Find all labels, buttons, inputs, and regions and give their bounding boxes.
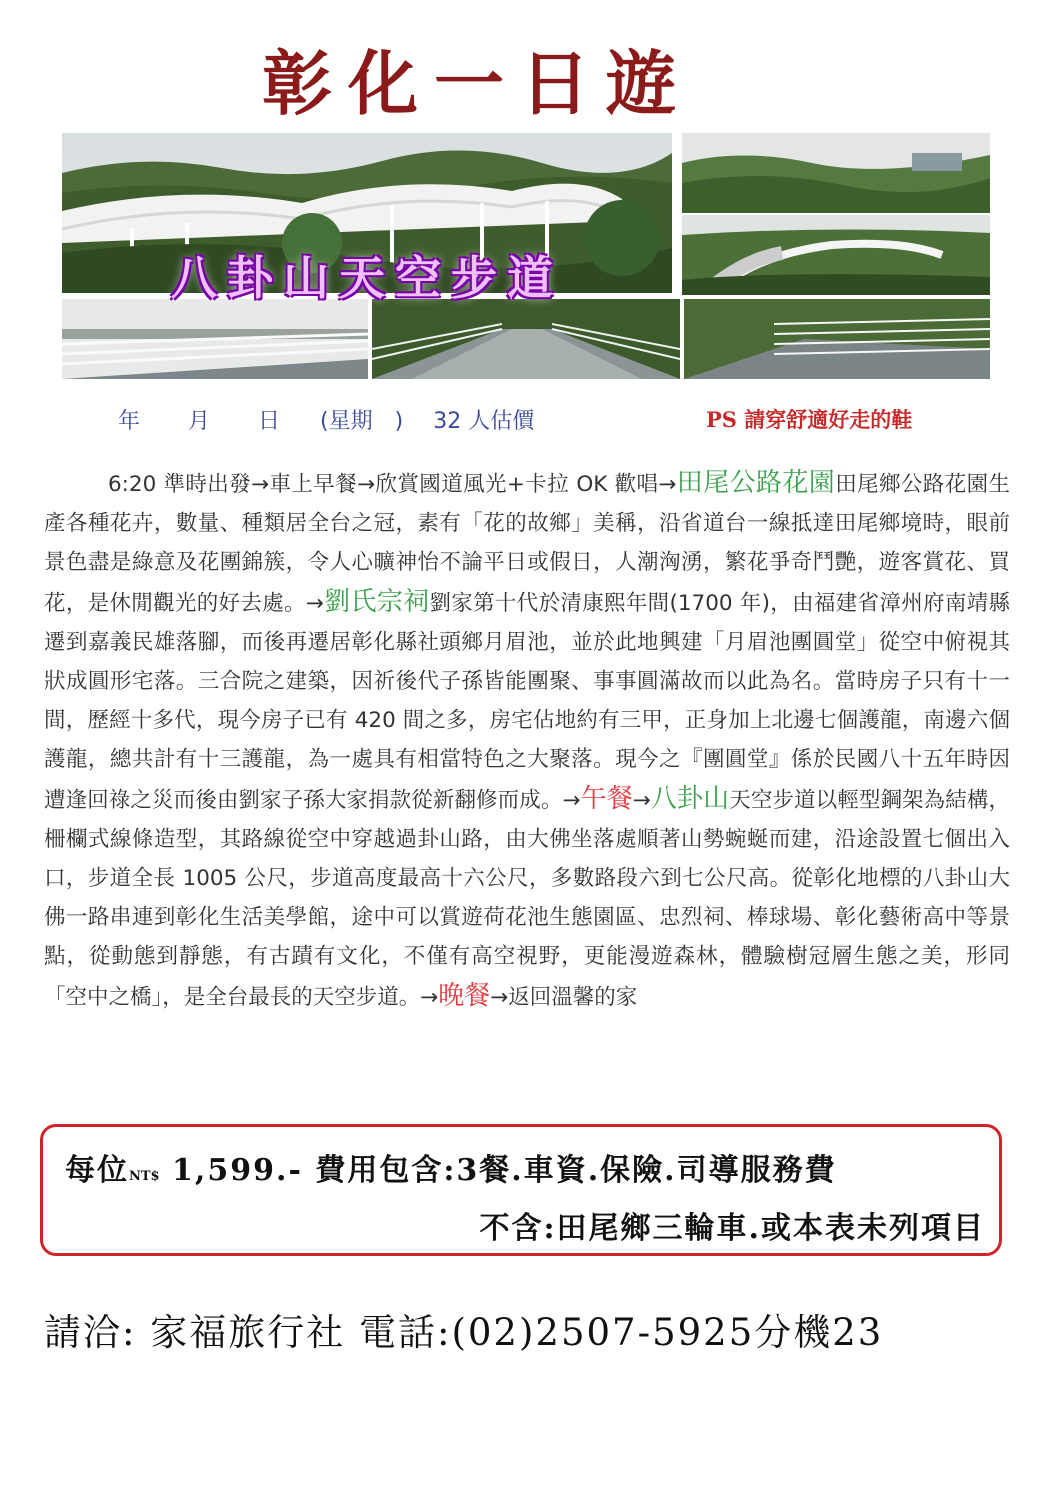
skywalk-banner-text: 八卦山天空步道 xyxy=(171,251,563,305)
stop-tianwei-description: 田尾鄉公路花園生產各種花卉，數量、種類居全台之冠，素有「花的故鄉」美稱，沿省道台一線抵達田尾鄉境時，眼前景色盡是綠意及花團錦簇，令人心曠神怡不論平日或假日，人潮洶湧，繁花爭奇鬥艷，遊客賞花、買花，是休閒觀光的好去處。→ xyxy=(44,472,1010,616)
page-title: 彰化一日遊 xyxy=(262,42,692,125)
itinerary-outro: →返回溫馨的家 xyxy=(490,984,638,1010)
stop-liu-description: 劉家第十代於清康熙年間(1700 年)，由福建省漳州府南靖縣遷到嘉義民雄落腳，而後再遷居彰化縣社頭鄉月眉池，並於此地興建「月眉池團圓堂」從空中俯視其狀成圓形宅落。三合院之建築，因祈後代子孫皆能團聚、事事圓滿故而以此為名。當時房子只有十一間，歷經十多代，現今房子已有 420 間之多，房宅佔地約有三甲，正身加上北邊七個護龍，南邊六個護龍，總共計有十三護龍，為一處具有相當特色之大聚落。現今之『團圓堂』係於民國八十五年時因遭逢回祿之災而後由劉家子孫大家捐款從新翻修而成。→ xyxy=(44,590,1010,813)
stop-lunch: 午餐 xyxy=(580,783,633,814)
price-box xyxy=(40,1124,1002,1256)
forest-photo xyxy=(682,133,990,213)
walkway-photo-center xyxy=(372,299,680,379)
walkway-photo-right xyxy=(684,299,990,379)
bridge-curve-photo xyxy=(682,215,990,295)
price-prefix: 每位 xyxy=(65,1153,129,1188)
stop-baguashan: 八卦山 xyxy=(650,783,730,814)
price-excludes: 不含:田尾鄉三輪車.或本表未列項目 xyxy=(479,1211,985,1246)
price-amount: 1,599.- xyxy=(159,1153,316,1188)
weekday-label: (星期 ) xyxy=(320,409,404,434)
price-line xyxy=(65,1145,837,1189)
stop-tianwei-garden: 田尾公路花園 xyxy=(676,468,836,498)
month-label: 月 xyxy=(188,409,211,434)
ps-note: PS 請穿舒適好走的鞋 xyxy=(706,407,913,432)
day-label: 日 xyxy=(258,409,281,434)
walkway-photo-left xyxy=(62,299,368,379)
group-size-label: 32 人估價 xyxy=(433,409,535,434)
itinerary-intro: 6:20 準時出發→車上早餐→欣賞國道風光+卡拉 OK 歡唱→ xyxy=(108,472,677,497)
date-line xyxy=(118,404,582,435)
stop-dinner: 晚餐 xyxy=(438,980,491,1011)
itinerary-text xyxy=(44,464,1010,1017)
price-includes: 費用包含:3餐.車資.保險.司導服務費 xyxy=(315,1153,837,1188)
stop-liu-ancestral-hall: 劉氏宗祠 xyxy=(323,586,430,617)
year-label: 年 xyxy=(118,409,141,434)
arrow: → xyxy=(632,787,651,813)
contact-info: 請洽: 家福旅行社 電話:(02)2507-5925分機23 xyxy=(44,1311,884,1354)
currency-label: NT$ xyxy=(129,1169,160,1184)
stop-baguashan-description: 天空步道以輕型鋼架為結構，柵欄式線條造型，其路線從空中穿越過卦山路，由大佛坐落處順著山勢蜿蜒而建，沿途設置七個出入口，步道全長 1005 公尺，步道高度最高十六公尺，多數路段六到七公尺高。從彰化地標的八卦山大佛一路串連到彰化生活美學館，途中可以賞遊荷花池生態園區、忠烈祠、棒球場、彰化藝術高中等景點，從動態到靜態，有古蹟有文化，不僅有高空視野，更能漫遊森林，體驗樹冠層生態之美，形同「空中之橋」，是全台最長的天空步道。→ xyxy=(44,787,1010,1010)
